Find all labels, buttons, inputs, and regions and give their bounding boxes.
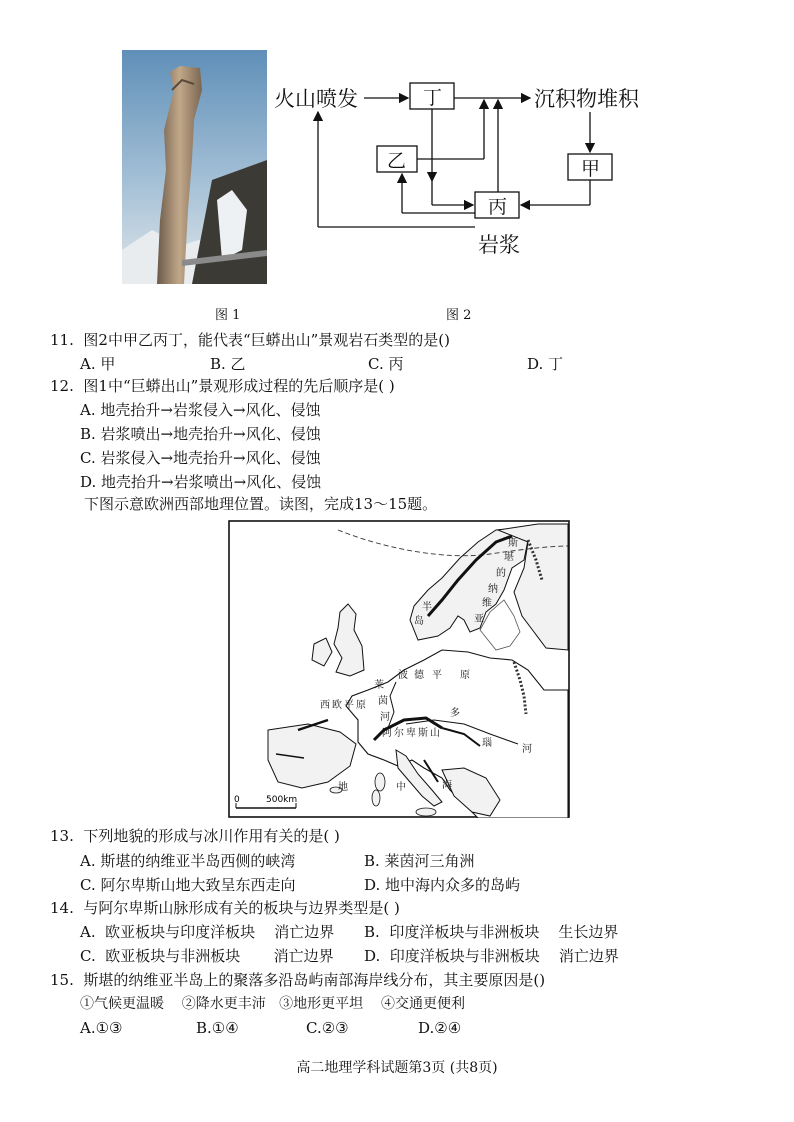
- question-stem: 图2中甲乙丙丁，能代表“巨蟒出山”景观岩石类型的是(): [83, 331, 450, 349]
- q11-option-d[interactable]: D. 丁: [527, 355, 564, 373]
- map-label-scandinavia-7: 半: [422, 602, 432, 613]
- q12-option-c[interactable]: C. 岩浆侵入→地壳抬升→风化、侵蚀: [80, 449, 321, 467]
- figure-2-rock-cycle: [272, 68, 644, 264]
- map-label-rhine-1: 莱: [374, 680, 384, 691]
- fig2-yi: 乙: [387, 150, 407, 172]
- q12-option-d[interactable]: D. 地壳抬升→岩浆喷出→风化、侵蚀: [80, 473, 322, 491]
- q13-option-d[interactable]: D. 地中海内众多的岛屿: [364, 876, 521, 894]
- map-label-polish-plain-1: 波: [398, 670, 408, 681]
- figure-2-caption: 图 2: [446, 308, 472, 323]
- q13-option-b[interactable]: B. 莱茵河三角洲: [364, 852, 475, 870]
- q13-option-c[interactable]: C. 阿尔卑斯山地大致呈东西走向: [80, 876, 296, 894]
- q11-option-a[interactable]: A. 甲: [80, 355, 116, 373]
- map-label-scandinavia-3: 的: [496, 568, 506, 579]
- map-label-polish-plain-4: 原: [460, 670, 470, 681]
- map-label-scandinavia-6: 亚: [474, 614, 484, 625]
- q15-option-d[interactable]: D.②④: [418, 1019, 462, 1037]
- q12-option-a[interactable]: A. 地壳抬升→岩浆侵入→风化、侵蚀: [80, 401, 321, 419]
- q15-statements: ①气候更温暖 ②降水更丰沛 ③地形更平坦 ④交通更便利: [80, 996, 465, 1012]
- question-number: 14.: [50, 899, 74, 917]
- question-number: 15.: [50, 971, 74, 989]
- map-label-rhine-2: 茵: [378, 696, 388, 707]
- fig2-magma: 岩浆: [478, 233, 520, 257]
- question-stem: 斯堪的纳维亚半岛上的聚落多沿岛屿南部海岸线分布，其主要原因是(): [83, 971, 546, 989]
- q14-option-a[interactable]: A. 欧亚板块与印度洋板块 消亡边界: [80, 923, 335, 941]
- question-number: 13.: [50, 827, 74, 845]
- map-label-scandinavia-1: 斯: [508, 538, 518, 549]
- map-label-danube-2: 瑙: [482, 738, 492, 749]
- fig2-volcano: 火山喷发: [274, 87, 358, 111]
- question-12: [50, 376, 395, 396]
- map-label-med-1: 地: [338, 782, 348, 793]
- map-label-scandinavia-8: 岛: [414, 616, 424, 627]
- figure-1-caption: 图 1: [215, 308, 241, 323]
- map-label-polish-plain-3: 平: [432, 670, 442, 681]
- q15-option-b[interactable]: B.①④: [196, 1019, 239, 1037]
- question-stem: 与阿尔卑斯山脉形成有关的板块与边界类型是( ): [83, 899, 400, 917]
- question-11: [50, 330, 450, 350]
- page-footer: 高二地理学科试题第3页 (共8页): [296, 1060, 498, 1076]
- q14-option-d[interactable]: D. 印度洋板块与非洲板块 消亡边界: [364, 947, 619, 965]
- map-label-scandinavia-2: 堪: [504, 552, 514, 563]
- map-scale-zero: 0: [234, 795, 240, 805]
- q14-option-c[interactable]: C. 欧亚板块与非洲板块 消亡边界: [80, 947, 334, 965]
- q15-option-c[interactable]: C.②③: [306, 1019, 349, 1037]
- question-number: 12.: [50, 377, 74, 395]
- map-label-scandinavia-5: 维: [482, 598, 492, 609]
- q12-option-b[interactable]: B. 岩浆喷出→地壳抬升→风化、侵蚀: [80, 425, 321, 443]
- question-14: [50, 898, 400, 918]
- question-13: [50, 826, 340, 846]
- q11-option-c[interactable]: C. 丙: [368, 355, 404, 373]
- question-15: [50, 970, 545, 990]
- europe-map: [228, 520, 570, 818]
- map-label-danube-3: 河: [522, 744, 532, 755]
- q14-option-b[interactable]: B. 印度洋板块与非洲板块 生长边界: [364, 923, 619, 941]
- map-label-med-2: 中: [396, 782, 406, 793]
- map-label-rhine-3: 河: [380, 712, 390, 723]
- map-scale-label: 500km: [266, 795, 298, 805]
- map-label-alps: 阿尔卑斯山: [382, 728, 442, 739]
- q15-option-a[interactable]: A.①③: [80, 1019, 123, 1037]
- map-label-west-plain: 西欧平原: [320, 700, 368, 711]
- fig2-jia: 甲: [581, 158, 601, 180]
- map-label-polish-plain-2: 德: [414, 670, 424, 681]
- figure-1-photo: [122, 50, 267, 284]
- q11-option-b[interactable]: B. 乙: [210, 355, 246, 373]
- map-label-med-3: 海: [442, 780, 452, 791]
- map-label-scandinavia-4: 纳: [488, 584, 498, 595]
- question-stem: 下列地貌的形成与冰川作用有关的是( ): [83, 827, 340, 845]
- fig2-bing: 丙: [488, 196, 508, 218]
- map-label-danube-1: 多: [450, 708, 460, 719]
- fig2-sediment: 沉积物堆积: [534, 87, 639, 111]
- q13-option-a[interactable]: A. 斯堪的纳维亚半岛西侧的峡湾: [80, 852, 296, 870]
- intro-text: 下图示意欧洲西部地理位置。读图，完成13～15题。: [84, 495, 438, 513]
- fig2-ding: 丁: [423, 87, 443, 109]
- question-stem: 图1中“巨蟒出山”景观形成过程的先后顺序是( ): [83, 377, 395, 395]
- question-number: 11.: [50, 331, 74, 349]
